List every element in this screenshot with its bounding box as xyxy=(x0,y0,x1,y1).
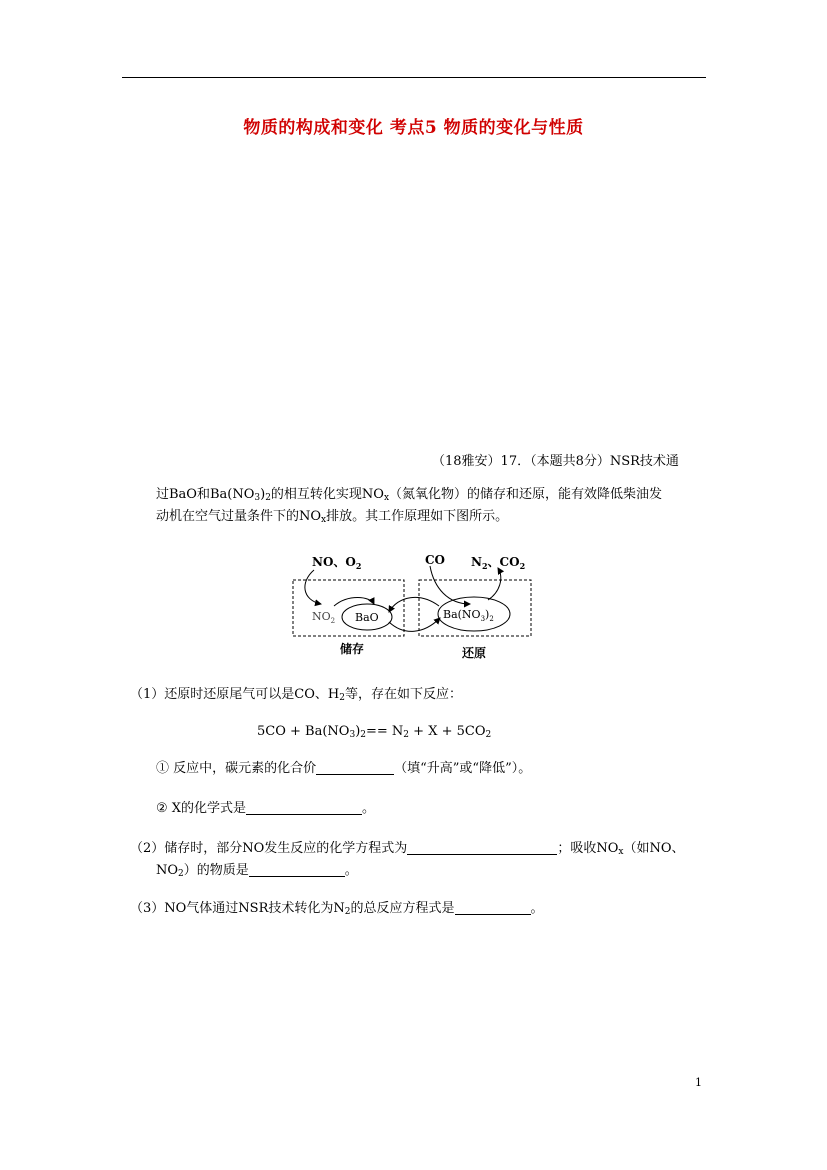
output-label: $N_2$、$CO_2$ xyxy=(471,555,526,571)
page-number: 1 xyxy=(695,1076,702,1089)
answer-blank-4[interactable] xyxy=(249,862,345,877)
answer-blank-2[interactable] xyxy=(246,800,362,815)
bano3-label: $Ba(NO_3)_2$ xyxy=(443,608,494,623)
arrow-to-bao xyxy=(389,597,439,612)
intro-line-1: 过BaO和$Ba(NO_3)_2$的相互转化实现$NO_x$（氮氧化物）的储存和还原，能有效降低柴油发 xyxy=(156,487,663,503)
arrow-out xyxy=(488,568,501,600)
storage-label: 储存 xyxy=(340,642,365,656)
no2-label: $NO_2$ xyxy=(312,610,336,625)
answer-blank-5[interactable] xyxy=(455,900,531,915)
answer-blank-3[interactable] xyxy=(407,840,557,855)
answer-blank-1[interactable] xyxy=(316,760,394,775)
part1-q1: ① 反应中，碳元素的化合价 （填“升高”或“降低”）。 xyxy=(156,761,532,776)
part1-q2: ② X的化学式是 。 xyxy=(156,801,376,816)
header-rule xyxy=(122,77,706,78)
arrow-to-bano3 xyxy=(389,618,440,631)
part1-stem: （1）还原时还原尾气可以是CO、$H_2$等，存在如下反应： xyxy=(130,687,462,703)
intro-line-2: 动机在空气过量条件下的$NO_x$排放。其工作原理如下图所示。 xyxy=(156,509,509,525)
reduction-label: 还原 xyxy=(462,646,487,660)
bao-label: BaO xyxy=(355,611,379,624)
question-source: （18雅安）17．（本题共8分）NSR技术通 xyxy=(432,454,679,469)
part2-line-2: $NO_2$）的物质是 。 xyxy=(156,863,358,879)
arrow-in xyxy=(305,570,321,604)
co-label: CO xyxy=(425,553,446,567)
part3-line: （3）NO气体通过NSR技术转化为$N_2$的总反应方程式是 。 xyxy=(130,901,544,917)
part2-line-1: （2）储存时，部分NO发生反应的化学方程式为 ；吸收$NO_x$（如NO、 xyxy=(130,841,685,857)
nsr-diagram xyxy=(288,546,538,664)
input-label: NO、$O_2$ xyxy=(312,555,362,571)
reaction-equation: $5CO + Ba(NO_3)_2== N_2 + X + 5CO_2$ xyxy=(257,724,492,740)
page-title: 物质的构成和变化 考点5 物质的变化与性质 xyxy=(243,118,584,138)
